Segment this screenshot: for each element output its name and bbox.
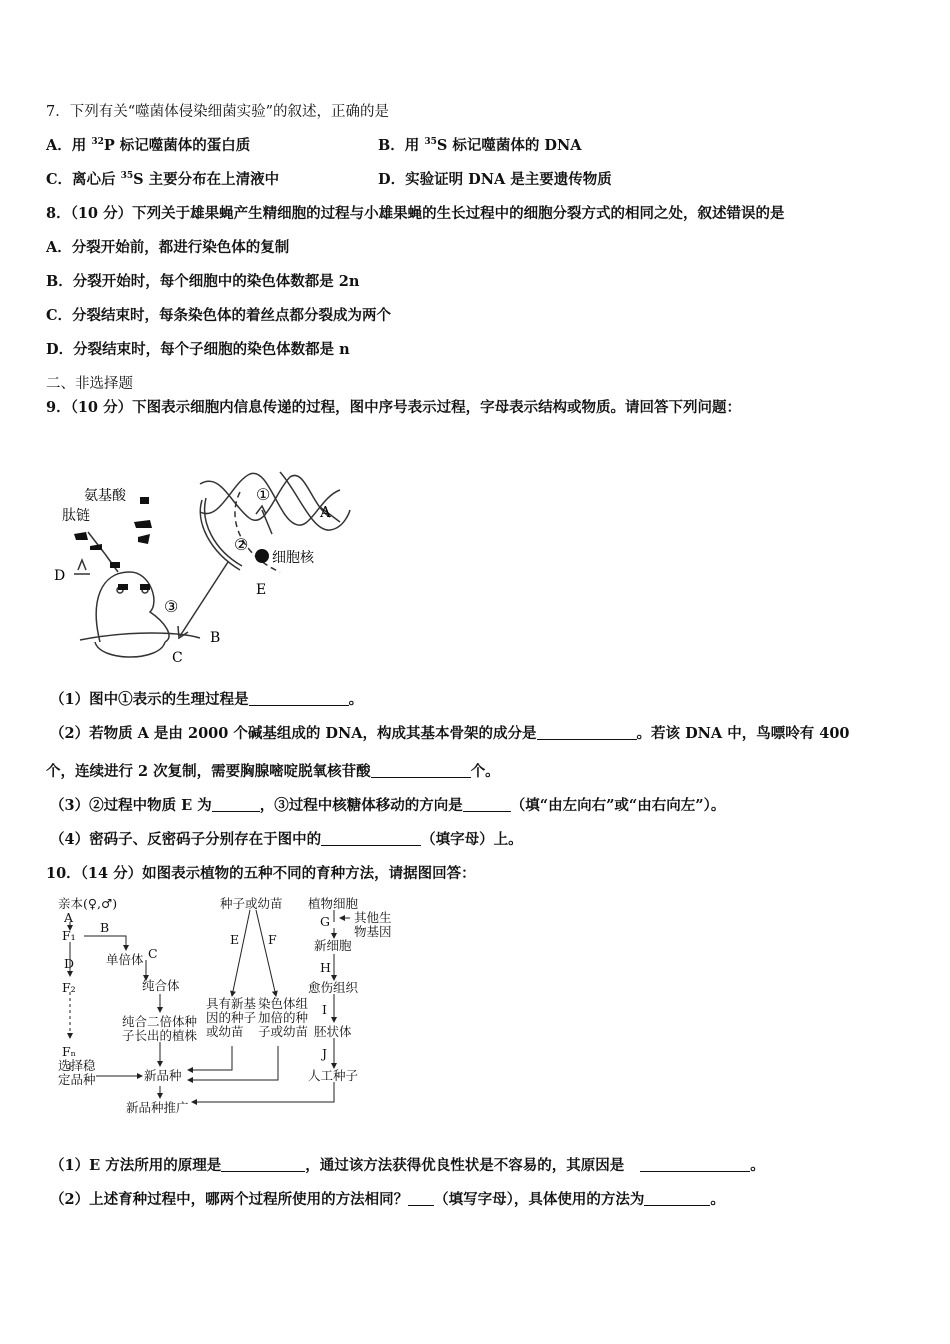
q9-label-e: E: [256, 582, 267, 598]
q8-option-a: A．分裂开始前，都进行染色体的复制: [46, 239, 290, 256]
answer-blank[interactable]: [212, 797, 260, 812]
answer-blank[interactable]: [640, 1157, 750, 1172]
q10-label-b: B: [100, 920, 110, 935]
q10-chrom-2: 加倍的种: [258, 1010, 309, 1025]
q10-new-variety: 新品种: [144, 1068, 182, 1083]
answer-blank[interactable]: [463, 797, 511, 812]
q9-label-a: A: [320, 503, 331, 521]
q8-option-b: B．分裂开始时，每个细胞中的染色体数都是 2n: [46, 273, 360, 290]
q10-embryoid: 胚状体: [314, 1024, 352, 1039]
answer-blank[interactable]: [644, 1191, 710, 1206]
section-heading: 二、非选择题: [46, 376, 133, 392]
q9-label-b: B: [210, 630, 221, 646]
q10-f2: F₂: [62, 980, 76, 995]
q10-chrom-1: 染色体组: [258, 996, 309, 1011]
q10-part2: （2）上述育种过程中，哪两个过程所使用的方法相同？ （填写字母），具体使用的方法为 。: [50, 1191, 725, 1208]
q9-label-1: ①: [256, 485, 271, 504]
q8-stem: 8．（10 分）下列关于雄果蝇产生精细胞的过程与小雄果蝇的生长过程中的细胞分裂方式的相同之处，叙述错误的是: [46, 205, 785, 222]
q10-label-f: F: [268, 932, 277, 947]
q7-option-a: A．用 $^{32}$P 标记噬菌体的蛋白质: [46, 137, 251, 154]
q9-label-2: ②: [234, 535, 249, 554]
q10-label-j: J: [322, 1046, 328, 1061]
q10-callus: 愈伤组织: [308, 980, 359, 995]
q10-seed: 种子或幼苗: [220, 896, 283, 911]
q10-new-gene-1: 具有新基: [206, 996, 257, 1011]
q10-label-e: E: [230, 932, 240, 947]
q10-label-h: H: [320, 960, 331, 975]
q9-label-nucleus: 细胞核: [272, 550, 314, 566]
answer-blank[interactable]: [371, 763, 471, 778]
q10-stem: 10．（14 分）如图表示植物的五种不同的育种方法，请据图回答：: [46, 865, 476, 882]
q10-plant-cell: 植物细胞: [308, 896, 359, 911]
q10-other-2: 物基因: [354, 924, 392, 939]
q10-label-d: D: [64, 956, 75, 971]
q10-select-2: 定品种: [58, 1072, 96, 1087]
q10-new-cell: 新细胞: [314, 938, 352, 953]
q10-fn: Fₙ: [62, 1044, 77, 1059]
q10-label-c: C: [148, 946, 158, 961]
q10-label-i: I: [322, 1002, 327, 1017]
q7-option-d: D．实验证明 DNA 是主要遗传物质: [378, 171, 612, 188]
q8-option-d: D．分裂结束时，每个子细胞的染色体数都是 n: [46, 341, 350, 358]
q9-part4: （4）密码子、反密码子分别存在于图中的 （填字母）上。: [50, 831, 523, 848]
q7-option-b: B．用 $^{35}$S 标记噬菌体的 DNA: [378, 137, 582, 154]
q10-diploid-2: 子长出的植株: [122, 1028, 198, 1043]
answer-blank[interactable]: [537, 725, 637, 740]
q7-option-c: C．离心后 $^{35}$S 主要分布在上清液中: [46, 171, 280, 188]
q9-stem: 9．（10 分）下图表示细胞内信息传递的过程，图中序号表示过程，字母表示结构或物质。请回答下列问题：: [46, 399, 742, 416]
q9-part1: （1）图中①表示的生理过程是 。: [50, 691, 364, 708]
q10-chrom-3: 子或幼苗: [258, 1024, 309, 1039]
q9-part2-line1: （2）若物质 A 是由 2000 个碱基组成的 DNA，构成其基本骨架的成分是 。若该 DNA 中，鸟嘌呤有 400: [50, 725, 850, 742]
q9-label-c: C: [172, 650, 183, 666]
q9-label-3: ③: [164, 597, 179, 616]
q10-select-1: 选择稳: [58, 1058, 96, 1073]
q9-figure: [50, 462, 370, 672]
q9-part3: （3）②过程中物质 E 为 ，③过程中核糖体移动的方向是 （填“由左向右”或“由右向左”）。: [50, 797, 726, 814]
q10-haploid: 单倍体: [106, 952, 144, 967]
q10-diploid-1: 纯合二倍体种: [122, 1014, 198, 1029]
q10-label-a: A: [64, 910, 74, 925]
q10-new-gene-3: 或幼苗: [206, 1024, 244, 1039]
q10-label-g: G: [320, 914, 330, 929]
q10-promote: 新品种推广: [126, 1100, 189, 1115]
q7-stem: 7．下列有关“噬菌体侵染细菌实验”的叙述，正确的是: [46, 104, 390, 120]
q10-part1: （1）E 方法所用的原理是 ，通过该方法获得优良性状是不容易的，其原因是 。: [50, 1157, 765, 1174]
q10-other-1: 其他生: [354, 910, 392, 925]
q10-f1: F₁: [62, 928, 76, 943]
q9-label-d: D: [54, 568, 66, 584]
q10-new-gene-2: 因的种子: [206, 1010, 257, 1025]
q10-parents: 亲本(♀,♂): [58, 896, 118, 911]
q10-artificial-seed: 人工种子: [308, 1068, 359, 1083]
answer-blank[interactable]: [249, 691, 349, 706]
answer-blank[interactable]: [408, 1191, 434, 1206]
answer-blank[interactable]: [221, 1157, 305, 1172]
q9-part2-line2: 个，连续进行 2 次复制，需要胸腺嘧啶脱氧核苷酸 个。: [46, 763, 500, 780]
q9-label-amino-acid: 氨基酸: [84, 488, 126, 504]
answer-blank[interactable]: [321, 831, 421, 846]
q8-option-c: C．分裂结束时，每条染色体的着丝点都分裂成为两个: [46, 307, 392, 324]
q10-pure: 纯合体: [142, 978, 180, 993]
q9-label-peptide: 肽链: [62, 508, 90, 524]
q10-figure: [56, 892, 406, 1122]
